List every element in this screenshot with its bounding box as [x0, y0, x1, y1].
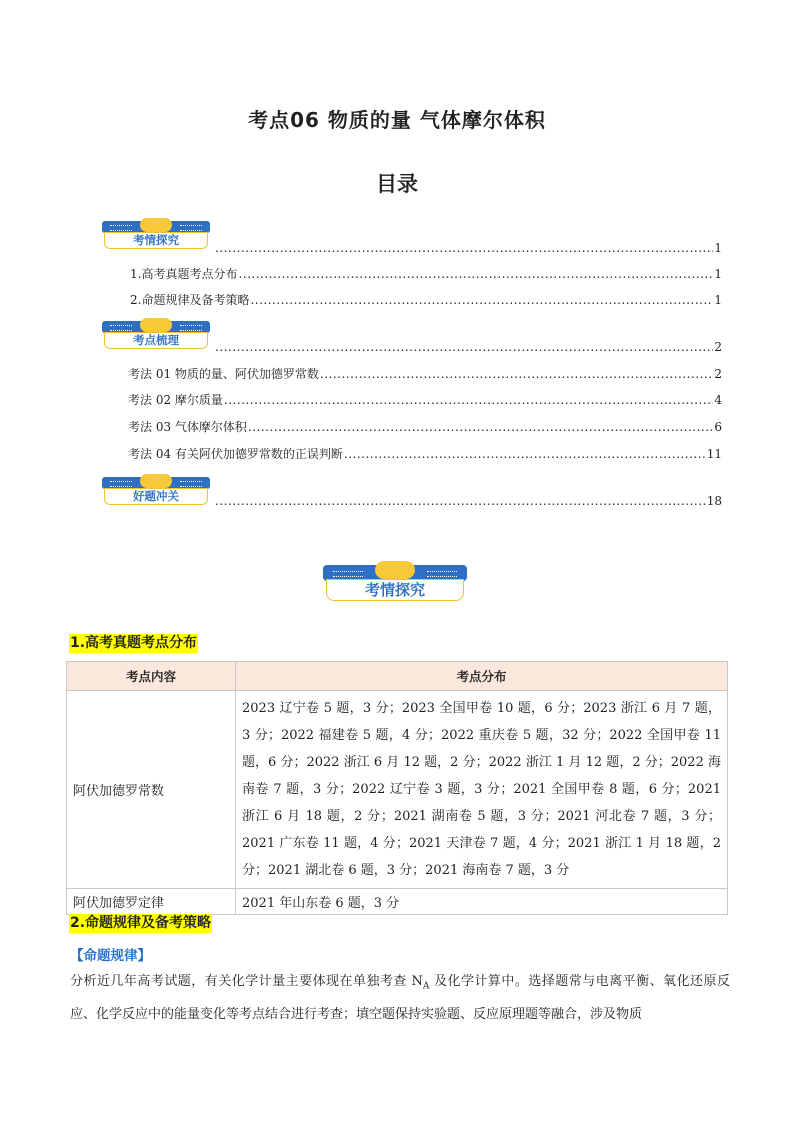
toc-entry[interactable] [128, 391, 722, 407]
toc-label: 考法 02 摩尔质量 [128, 393, 223, 407]
badge-label: 考点梳理 [104, 332, 208, 349]
badge-knob-icon [140, 318, 172, 332]
toc-page: 18 [706, 494, 722, 508]
badge-label: 考情探究 [326, 579, 464, 601]
paragraph-text: 分析近几年高考试题，有关化学计量主要体现在单独考查 N [70, 974, 423, 989]
table-cell-topic: 阿伏加德罗定律 [67, 889, 236, 915]
toc-label: 2.命题规律及备考策略 [130, 293, 250, 307]
toc-entry[interactable] [128, 418, 722, 434]
toc-entry-kaodian[interactable] [214, 340, 722, 356]
toc-heading: 目录 [376, 172, 418, 196]
paragraph-text: 及化学计算中。选择题常与电离平衡、氧化还原反应、化学反应中的能量变化等考点结合进行考查；填空题保持实验题、反应原理题等融合，涉及物质 [70, 974, 730, 1022]
toc-leader [250, 293, 713, 307]
badge-label: 好题冲关 [104, 488, 208, 505]
toc-label: 考法 04 有关阿伏加德罗常数的正误判断 [128, 447, 343, 461]
toc-entry[interactable] [128, 445, 722, 461]
table-header: 考点分布 [236, 662, 728, 691]
toc-label: 考法 03 气体摩尔体积 [128, 420, 247, 434]
toc-badge-kaoqing[interactable] [102, 218, 210, 250]
table-cell-distribution: 2021 年山东卷 6 题，3 分 [236, 889, 728, 915]
badge-knob-icon [375, 561, 415, 579]
badge-knob-icon [140, 218, 172, 232]
toc-label: 1.高考真题考点分布 [130, 267, 238, 281]
toc-entry[interactable] [128, 365, 722, 381]
toc-leader [215, 340, 713, 354]
toc-page: 4 [714, 393, 722, 407]
toc-badge-haoti[interactable] [102, 474, 210, 506]
toc-entry-kaoqing[interactable] [214, 241, 722, 257]
document-title: 考点06 物质的量 气体摩尔体积 [248, 108, 546, 132]
table-cell-topic: 阿伏加德罗常数 [67, 691, 236, 889]
toc-page: 2 [714, 340, 722, 354]
body-paragraph [70, 968, 730, 1028]
section-heading: 2.命题规律及备考策略 [70, 915, 212, 931]
badge-knob-icon [140, 474, 172, 488]
toc-page: 1 [714, 241, 722, 255]
toc-entry[interactable] [130, 291, 722, 307]
toc-leader [238, 267, 713, 281]
toc-entry[interactable] [130, 265, 722, 281]
toc-page: 6 [714, 420, 722, 434]
table-header: 考点内容 [67, 662, 236, 691]
toc-badge-kaodian[interactable] [102, 318, 210, 350]
toc-label: 考法 01 物质的量、阿伏加德罗常数 [128, 367, 319, 381]
toc-leader [224, 393, 713, 407]
toc-page: 11 [706, 447, 722, 461]
toc-entry-haoti[interactable] [214, 494, 722, 510]
toc-page: 1 [714, 293, 722, 307]
toc-leader [248, 420, 713, 434]
exam-distribution-table [66, 661, 728, 915]
table-row [67, 691, 728, 889]
section-badge-kaoqing [323, 561, 467, 601]
toc-leader [320, 367, 713, 381]
table-row [67, 889, 728, 915]
subscript-text: A [422, 981, 430, 992]
toc-page: 1 [714, 267, 722, 281]
table-header-row [67, 662, 728, 691]
table-cell-distribution: 2023 辽宁卷 5 题，3 分；2023 全国甲卷 10 题，6 分；2023 浙江 6 月 7 题，3 分；2022 福建卷 5 题，4 分；2022 重庆卷 5 题，32 分；2022 全国甲卷 11 题，6 分；2022 浙江 6 月 12 题，2 分；2022 浙江 1 月 12 题，2 分；2022 海南卷 7 题，3 分；2022 辽宁卷 3 题，3 分；2021 全国甲卷 8 题，6 分；2021 浙江 6 月 18 题，2 分；2021 湖南卷 5 题，3 分；2021 河北卷 7 题，3 分；2021 广东卷 11 题，4 分；2021 天津卷 7 题，4 分；2021 浙江 1 月 18 题，2 分；2021 湖北卷 6 题，3 分；2021 海南卷 7 题，3 分 [236, 691, 728, 889]
toc-page: 2 [714, 367, 722, 381]
toc-leader [215, 494, 706, 508]
section-heading: 1.高考真题考点分布 [70, 635, 198, 651]
subsection-heading: 【命题规律】 [70, 948, 151, 964]
badge-label: 考情探究 [104, 232, 208, 249]
toc-leader [344, 447, 706, 461]
toc-leader [215, 241, 713, 255]
